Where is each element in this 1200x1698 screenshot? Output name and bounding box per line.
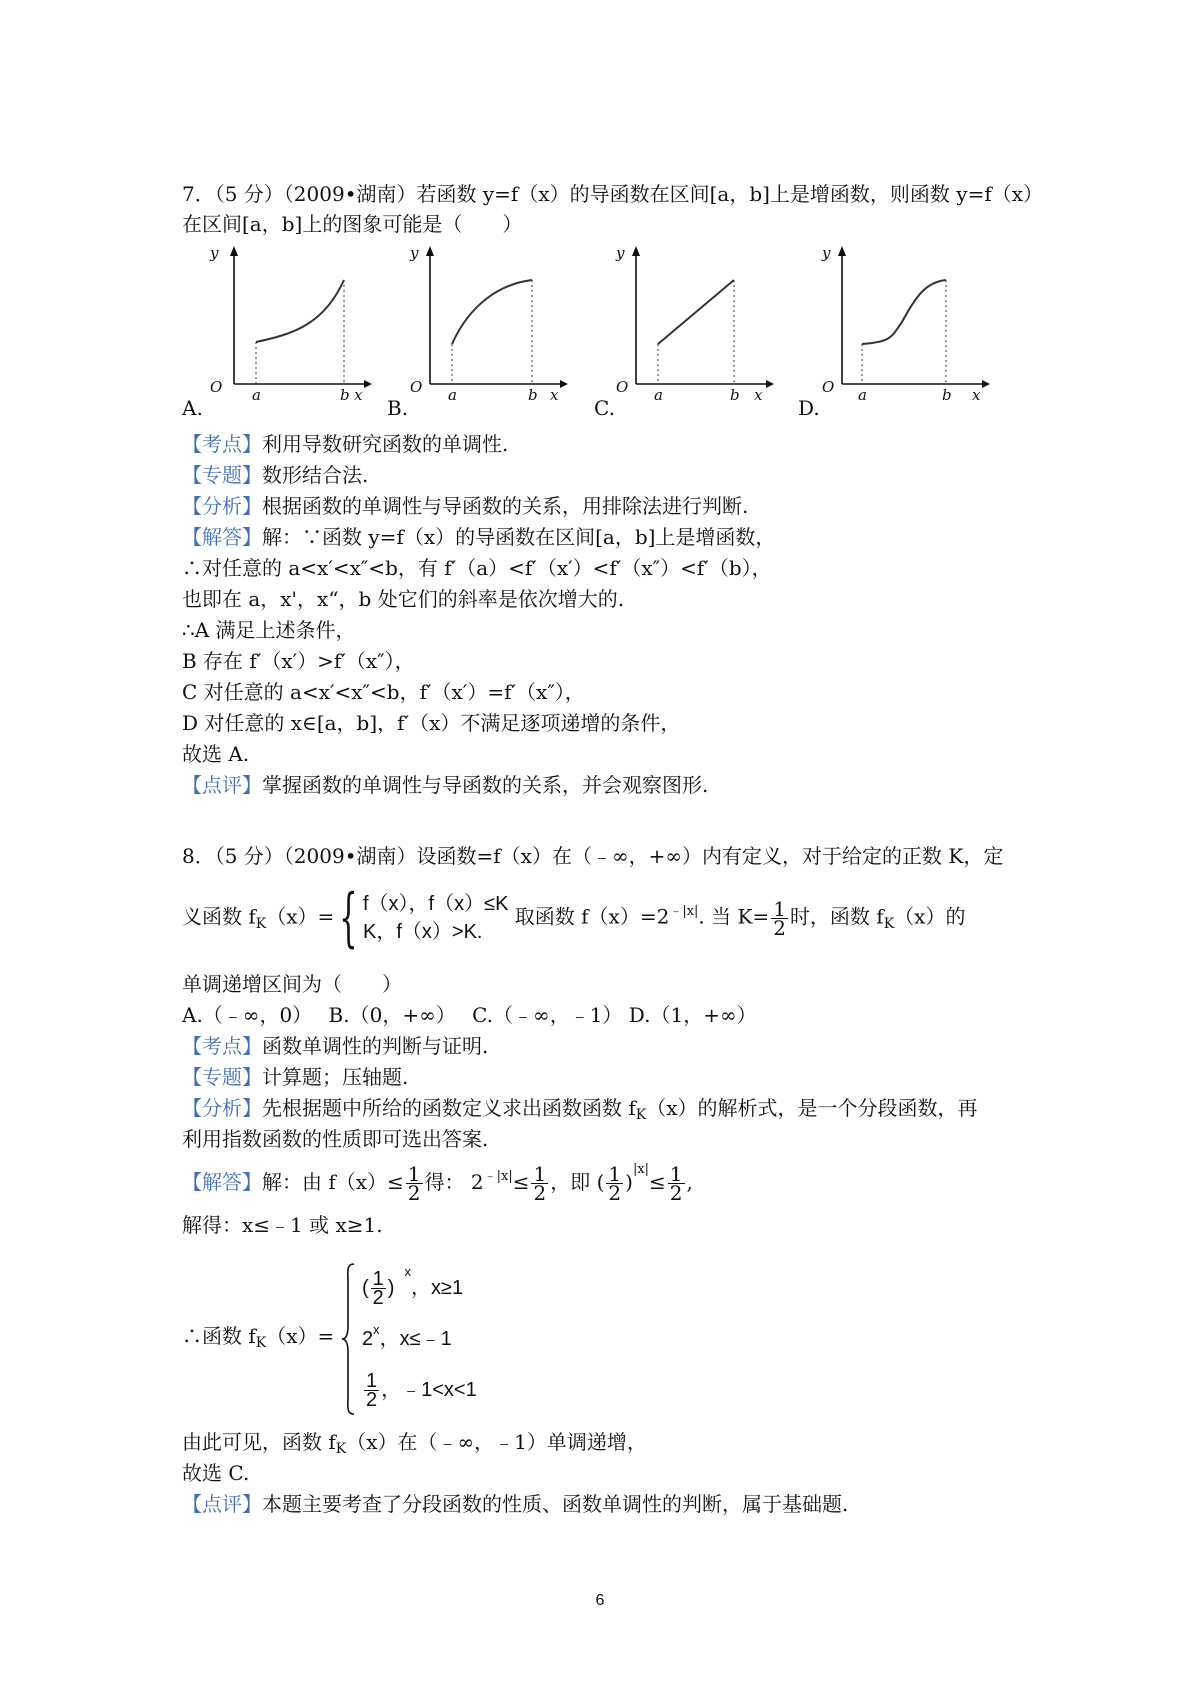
- q8-piece-case2: [362, 1314, 477, 1364]
- q8-dianping: [182, 1490, 848, 1518]
- fraction-den: 2: [372, 1286, 384, 1309]
- graph-a: [204, 244, 374, 404]
- fraction-den: 2: [669, 1181, 683, 1205]
- q7-zhuanti-text: 数形结合法.: [262, 463, 369, 487]
- q8-fk-sub: K: [255, 1335, 267, 1351]
- q8-piece-case1-cond: ，x≥1: [410, 1277, 464, 1299]
- graph-a-o: O: [210, 378, 223, 396]
- graph-b-o: O: [410, 378, 423, 396]
- q8-piece-case3: [362, 1364, 477, 1416]
- q8-def-take: 取函数 f（x）=2: [514, 904, 670, 929]
- tag-dianping: 【点评】: [182, 1492, 262, 1516]
- q7-fenxi: [182, 492, 748, 520]
- q8-piece-case2-cond: ，x≤﹣1: [379, 1328, 452, 1350]
- close-paren-icon: ): [387, 1277, 395, 1299]
- graph-b: [410, 244, 580, 404]
- q7-zhuanti: [182, 461, 368, 489]
- tag-fenxi: 【分析】: [182, 1096, 262, 1120]
- close-paren-icon: ): [625, 1170, 633, 1194]
- page-number: 6: [595, 1592, 605, 1609]
- fraction-num: 1: [407, 1162, 421, 1186]
- tag-kaodian: 【考点】: [182, 432, 262, 456]
- tag-fenxi: 【分析】: [182, 494, 262, 518]
- tag-kaodian: 【考点】: [182, 1034, 262, 1058]
- q8-def-exp: ﹣|x|: [669, 903, 699, 919]
- q8-jieda-exp2: |x|: [632, 1162, 650, 1177]
- graph-c-y: y: [616, 244, 625, 262]
- graph-a-b: b: [340, 386, 350, 404]
- fraction-num: 1: [608, 1162, 622, 1186]
- fraction-num: 1: [533, 1162, 547, 1186]
- open-paren-icon: (: [596, 1170, 605, 1194]
- tag-dianping: 【点评】: [182, 773, 262, 797]
- left-brace-icon: [340, 1262, 358, 1417]
- q8-fk-mid: （x）=: [266, 1324, 335, 1348]
- graph-a-x: x: [354, 386, 363, 404]
- q8-fenxi-sub: K: [635, 1107, 647, 1123]
- q8-fenxi-b: （x）的解析式，是一个分段函数，再: [646, 1096, 978, 1120]
- tag-zhuanti: 【专题】: [182, 463, 262, 487]
- q8-kaodian: [182, 1032, 488, 1060]
- option-d-label: D.: [798, 396, 820, 420]
- q8-fk-label: [182, 1322, 334, 1353]
- graph-b-a: a: [448, 386, 457, 404]
- fraction-half: [371, 1267, 386, 1309]
- q8-piece-case1: [362, 1262, 477, 1314]
- q8-jieda-exp: ﹣|x|: [483, 1169, 513, 1184]
- q8-conclude-b: （x）在（﹣∞，﹣1）单调递增，: [346, 1430, 647, 1454]
- graph-d-o: O: [822, 378, 835, 396]
- q7-option-graphs: [182, 244, 1042, 424]
- q8-fenxi: [182, 1094, 978, 1125]
- option-b-label: B.: [387, 396, 409, 420]
- q8-jieda-c: 2: [470, 1170, 484, 1194]
- q8-def-mid: （x）=: [266, 904, 335, 929]
- fraction-den: 2: [533, 1181, 547, 1205]
- q7-jieda-line3: 也即在 a，x'，x“，b 处它们的斜率是依次增大的.: [182, 587, 625, 611]
- q8-def-tail-a: 时，函数 f: [789, 904, 884, 929]
- q7-jieda: [182, 523, 775, 551]
- fraction-num: 1: [372, 1267, 384, 1290]
- q8-conclude-sub: K: [335, 1441, 347, 1457]
- q7-dianping-text: 掌握函数的单调性与导函数的关系，并会观察图形.: [262, 773, 709, 797]
- fraction-den: 2: [773, 915, 786, 940]
- q8-def-prefix: 义函数 f: [182, 904, 256, 929]
- fraction-half: [771, 896, 788, 940]
- q8-jieda-f: ≤: [649, 1170, 666, 1194]
- q7-stem-line2: 在区间[a，b]上的图象可能是（ ）: [182, 212, 523, 236]
- q7-fenxi-text: 根据函数的单调性与导函数的关系，用排除法进行判断.: [262, 494, 749, 518]
- q8-fenxi-line2: 利用指数函数的性质即可选出答案.: [182, 1127, 489, 1151]
- fraction-den: 2: [608, 1181, 622, 1205]
- q8-jieda-a: 解：由 f（x）≤: [262, 1170, 404, 1194]
- fraction-num: 1: [669, 1162, 683, 1186]
- graph-b-b: b: [528, 386, 538, 404]
- q8-conclude: [182, 1428, 647, 1459]
- q8-fk-prefix: ∴函数 f: [182, 1324, 256, 1348]
- q8-kaodian-text: 函数单调性的判断与证明.: [262, 1034, 489, 1058]
- graph-a-y: y: [210, 244, 219, 262]
- q8-piece-case2-base: 2: [362, 1328, 374, 1350]
- q8-stem-definition: [182, 881, 966, 955]
- graph-c-b: b: [730, 386, 740, 404]
- graph-b-x: x: [550, 386, 559, 404]
- graph-d-x: x: [972, 386, 981, 404]
- q7-jieda-text1: 解：∵函数 y=f（x）的导函数在区间[a，b]上是增函数，: [262, 525, 776, 549]
- fraction-half: [668, 1162, 685, 1205]
- q8-piece-case2-exp: x: [373, 1322, 380, 1337]
- graph-a-a: a: [252, 386, 261, 404]
- fraction-half: [406, 1162, 423, 1205]
- fraction-half: [531, 1162, 548, 1205]
- fraction-half: [606, 1162, 623, 1205]
- q8-def-case2: K，f（x）>K.: [363, 921, 483, 943]
- q7-dianping: [182, 771, 708, 799]
- q8-piece-case3-cond: ，﹣1<x<1: [381, 1379, 477, 1401]
- graph-c-o: O: [616, 378, 629, 396]
- q7-kaodian-text: 利用导数研究函数的单调性.: [262, 432, 509, 456]
- q7-jieda-line4: ∴A 满足上述条件，: [182, 618, 356, 642]
- q8-def-case1: f（x），f（x）≤K: [363, 893, 509, 915]
- q8-fenxi-a: 先根据题中所给的函数定义求出函数函数 f: [262, 1096, 636, 1120]
- q8-jieda-d: ≤: [512, 1170, 530, 1194]
- open-paren-icon: (: [362, 1277, 369, 1299]
- q7-jieda-line7: D 对任意的 x∈[a，b]，f′（x）不满足逐项递增的条件，: [182, 711, 681, 735]
- fraction-half: [364, 1369, 379, 1411]
- q8-def-tail-sub: K: [883, 915, 895, 932]
- graph-d-y: y: [822, 244, 831, 262]
- fraction-den: 2: [407, 1181, 421, 1205]
- q8-jieda-b: 得：: [424, 1170, 465, 1194]
- q8-jieda: [182, 1164, 693, 1204]
- q8-jieda-g: ,: [686, 1170, 693, 1194]
- option-c-label: C.: [594, 396, 615, 420]
- q8-options: A.（﹣∞，0） B.（0，+∞） C.（﹣∞，﹣1） D.（1，+∞）: [182, 1003, 757, 1027]
- q8-choose: 故选 C.: [182, 1461, 250, 1485]
- fraction-num: 1: [366, 1369, 378, 1392]
- q7-jieda-line2: ∴对任意的 a<x′<x″<b，有 f′（a）<f′（x′）<f′（x″）<f′（b），: [182, 556, 772, 580]
- q7-jieda-line8: 故选 A.: [182, 742, 250, 766]
- q7-jieda-line6: C 对任意的 a<x′<x″<b，f′（x′）=f′（x″），: [182, 680, 585, 704]
- q8-solve: 解得：x≤﹣1 或 x≥1.: [182, 1213, 383, 1237]
- graph-c-x: x: [754, 386, 763, 404]
- tag-zhuanti: 【专题】: [182, 1065, 262, 1089]
- q7-stem-line1: 7．（5 分）（2009•湖南）若函数 y=f（x）的导函数在区间[a，b]上是增函数，则函数 y=f（x）: [182, 182, 1044, 206]
- graph-c-a: a: [654, 386, 663, 404]
- fraction-num: 1: [773, 896, 786, 921]
- q8-dianping-text: 本题主要考查了分段函数的性质、函数单调性的判断，属于基础题.: [262, 1492, 849, 1516]
- q8-def-tail-b: （x）的: [894, 904, 966, 929]
- option-a-label: A.: [182, 396, 203, 420]
- q8-piece-case1-exp: x: [404, 1264, 411, 1279]
- q8-stem-line1: 8．（5 分）（2009•湖南）设函数=f（x）在（﹣∞，+∞）内有定义，对于给定的正数 K，定: [182, 844, 1004, 868]
- graph-d-a: a: [858, 386, 867, 404]
- q8-def-cases: [363, 890, 508, 946]
- q8-jieda-e: ，即: [550, 1170, 591, 1194]
- fraction-den: 2: [366, 1388, 378, 1411]
- q7-kaodian: [182, 430, 508, 458]
- q8-piece-cases: [362, 1262, 477, 1416]
- q8-stem-line3: 单调递增区间为（ ）: [182, 972, 402, 996]
- q7-jieda-line5: B 存在 f′（x′）>f′（x″），: [182, 649, 415, 673]
- tag-jieda: 【解答】: [182, 525, 262, 549]
- q8-def-sub: K: [255, 915, 267, 932]
- left-brace-icon: {: [339, 881, 358, 955]
- graph-b-y: y: [410, 244, 419, 262]
- graph-c: [616, 244, 786, 404]
- q8-zhuanti-text: 计算题；压轴题.: [262, 1065, 409, 1089]
- graph-d-b: b: [942, 386, 952, 404]
- graph-d: [822, 244, 1022, 404]
- q8-def-when: . 当 K=: [698, 904, 770, 929]
- tag-jieda: 【解答】: [182, 1170, 262, 1194]
- q8-conclude-a: 由此可见，函数 f: [182, 1430, 336, 1454]
- q8-zhuanti: [182, 1063, 408, 1091]
